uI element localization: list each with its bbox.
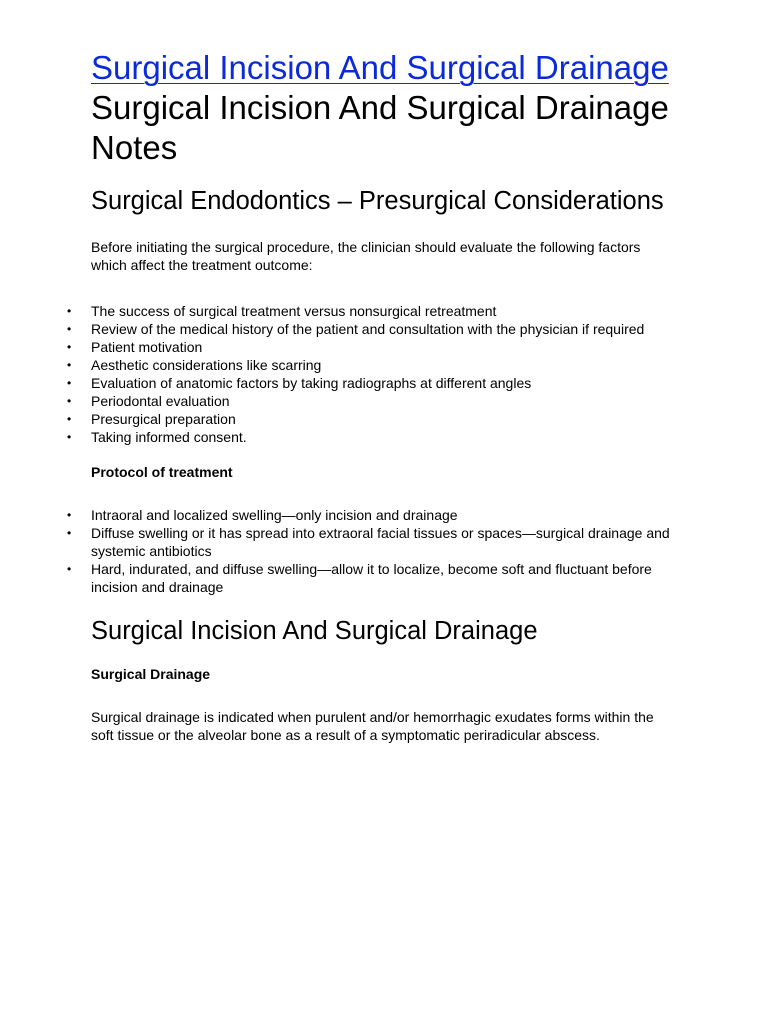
list-item xyxy=(67,524,678,560)
bullet-icon: • xyxy=(67,430,72,444)
list-item xyxy=(67,356,678,374)
surgical-drainage-text: Surgical drainage is indicated when purulent and/or hemorrhagic exudates forms within the soft tissue or the alveolar bone as a result of a symptomatic periradicular abscess. xyxy=(91,709,654,743)
list-item xyxy=(67,392,678,410)
bullet-icon: • xyxy=(67,376,72,390)
bullet-icon: • xyxy=(67,412,72,426)
list-item-text: Evaluation of anatomic factors by taking radiographs at different angles xyxy=(91,375,532,391)
notes-title: Surgical Incision And Surgical Drainage Notes xyxy=(91,89,669,166)
protocol-list xyxy=(67,506,678,596)
drainage-section-heading: Surgical Incision And Surgical Drainage xyxy=(91,617,538,645)
list-item xyxy=(67,374,678,392)
list-item xyxy=(67,338,678,356)
bullet-icon: • xyxy=(67,562,72,576)
bullet-icon: • xyxy=(67,358,72,372)
list-item xyxy=(67,506,678,524)
article-title-link[interactable]: Surgical Incision And Surgical Drainage xyxy=(91,49,669,86)
bullet-icon: • xyxy=(67,322,72,336)
protocol-heading: Protocol of treatment xyxy=(91,464,233,480)
list-item-text: Review of the medical history of the patient and consultation with the physician if required xyxy=(91,321,645,337)
bullet-icon: • xyxy=(67,340,72,354)
bullet-icon: • xyxy=(67,508,72,522)
list-item-text: Diffuse swelling or it has spread into extraoral facial tissues or spaces—surgical drainage and systemic antibiotics xyxy=(91,525,670,559)
presurgical-factors-list xyxy=(67,302,678,446)
list-item xyxy=(67,428,678,446)
presurgical-heading: Surgical Endodontics – Presurgical Considerations xyxy=(91,187,664,215)
presurgical-intro: Before initiating the surgical procedure, the clinician should evaluate the following factors which affect the treatment outcome: xyxy=(91,239,641,273)
list-item-text: The success of surgical treatment versus nonsurgical retreatment xyxy=(91,303,497,319)
bullet-icon: • xyxy=(67,304,72,318)
list-item-text: Intraoral and localized swelling—only incision and drainage xyxy=(91,507,458,523)
list-item-text: Aesthetic considerations like scarring xyxy=(91,357,322,373)
list-item-text: Patient motivation xyxy=(91,339,203,355)
bullet-icon: • xyxy=(67,394,72,408)
list-item-text: Periodontal evaluation xyxy=(91,393,230,409)
list-item-text: Presurgical preparation xyxy=(91,411,236,427)
list-item xyxy=(67,560,678,596)
surgical-drainage-subheading: Surgical Drainage xyxy=(91,666,211,682)
bullet-icon: • xyxy=(67,526,72,540)
list-item xyxy=(67,320,678,338)
list-item-text: Taking informed consent. xyxy=(91,429,247,445)
list-item xyxy=(67,410,678,428)
list-item-text: Hard, indurated, and diffuse swelling—allow it to localize, become soft and fluctuant before incision and drainage xyxy=(91,561,652,595)
list-item xyxy=(67,302,678,320)
